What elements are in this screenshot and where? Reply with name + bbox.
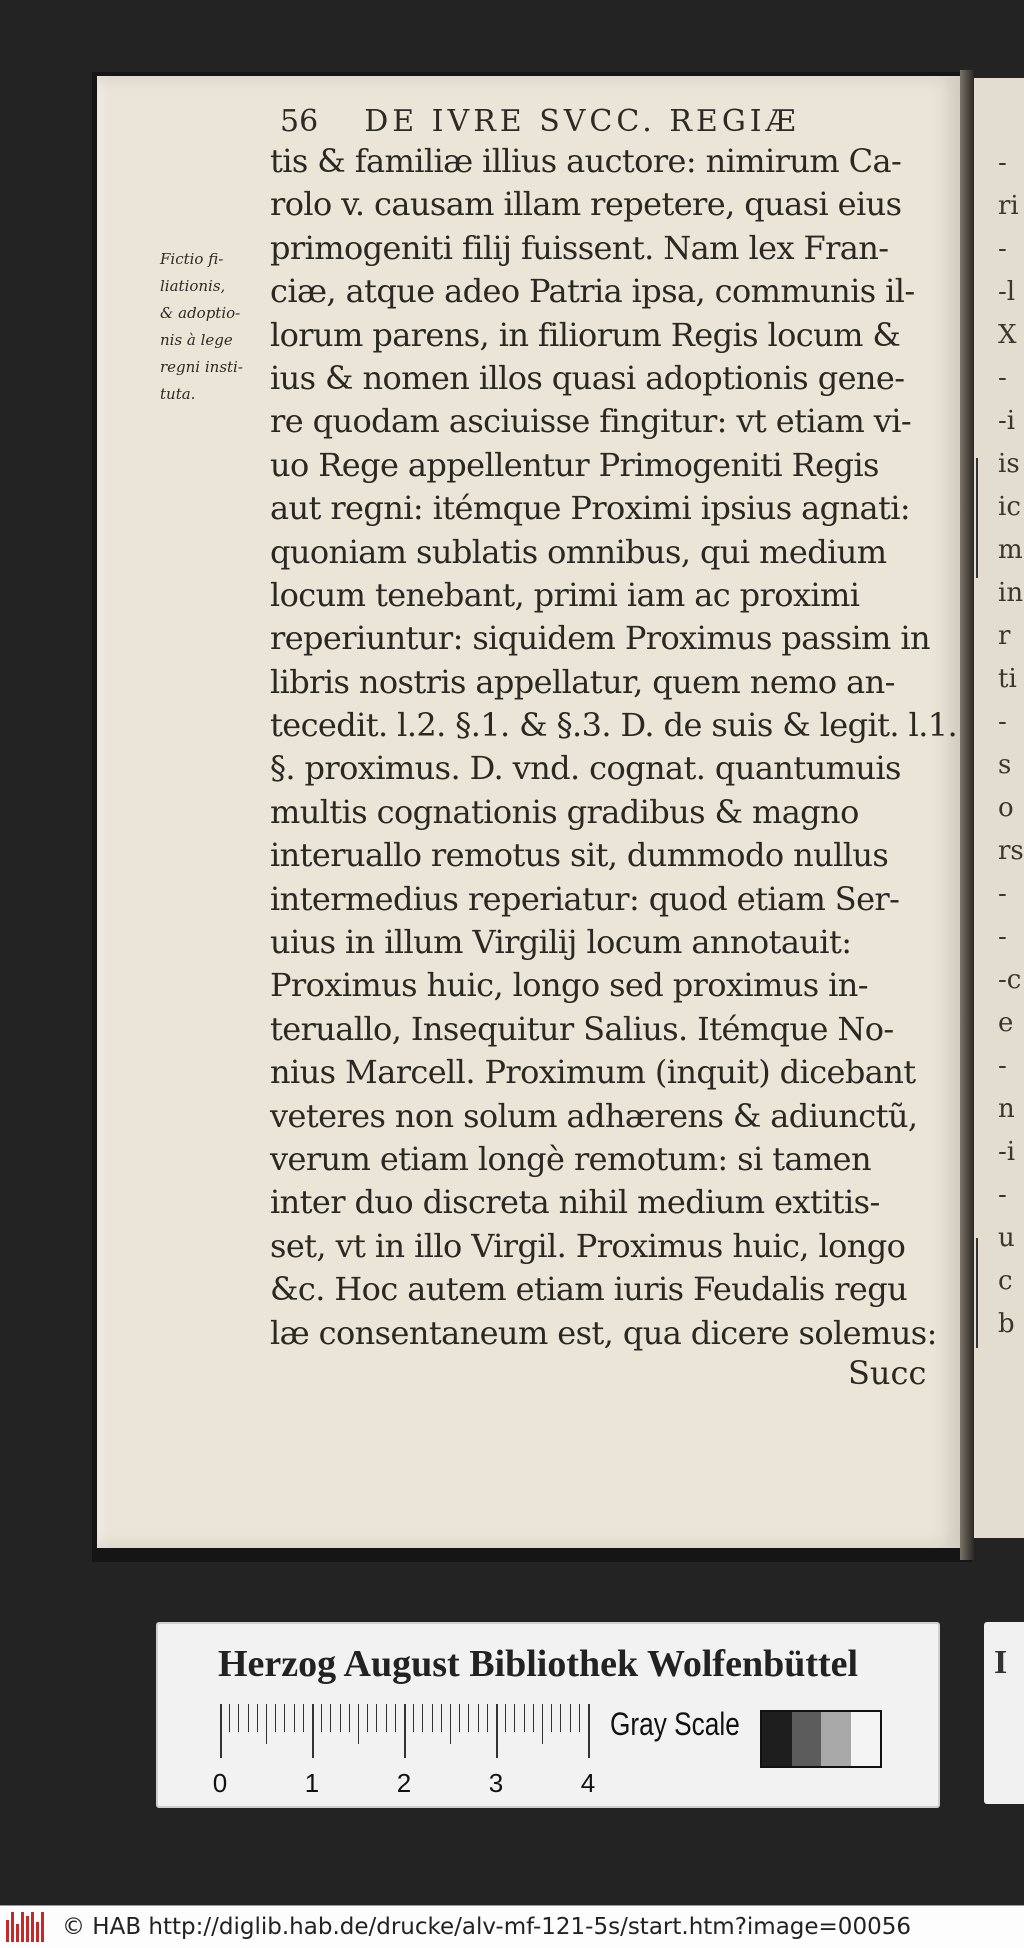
adjacent-text-fragment: rs	[998, 836, 1024, 866]
adjacent-text-fragment: o	[998, 793, 1014, 823]
ruler-tick	[358, 1704, 359, 1744]
ruler-tick	[422, 1704, 423, 1732]
gray-swatch	[792, 1712, 822, 1766]
adjacent-card-fragment: I	[994, 1644, 1008, 1681]
ruler-tick	[229, 1704, 230, 1732]
barcode-logo-icon	[6, 1912, 52, 1942]
ruler-tick	[248, 1704, 249, 1732]
ruler-tick	[266, 1704, 267, 1744]
text-line: locum tenebant, primi iam ac proximi	[270, 575, 860, 614]
adjacent-text-fragment: -	[998, 234, 1007, 264]
ruler-tick	[441, 1704, 442, 1732]
ruler-tick	[330, 1704, 331, 1732]
text-line: uo Rege appellentur Primogeniti Regis	[270, 445, 879, 484]
text-line: verum etiam longè remotum: si tamen	[270, 1139, 872, 1178]
adjacent-text-fragment: ti	[998, 664, 1017, 694]
text-line: uius in illum Virgilij locum annotauit:	[270, 923, 852, 962]
adjacent-text-fragment: ic	[998, 492, 1021, 522]
text-line: ciæ, atque adeo Patria ipsa, communis il-	[270, 272, 915, 311]
text-line: nius Marcell. Proximum (inquit) dicebant	[270, 1053, 916, 1092]
adjacent-text-fragment: e	[998, 1008, 1014, 1038]
ruler-tick	[478, 1704, 479, 1732]
ruler-tick	[533, 1704, 534, 1732]
adjacent-text-fragment: X	[998, 320, 1017, 350]
barcode-bar	[11, 1912, 14, 1942]
catchword: Succ	[848, 1354, 927, 1392]
ruler-tick	[275, 1704, 276, 1732]
ruler-tick	[386, 1704, 387, 1732]
adjacent-text-fragment: ri	[998, 191, 1019, 221]
text-line: tis & familiæ illius auctore: nimirum Ca-	[270, 142, 902, 180]
adjacent-text-fragment: -	[998, 1180, 1007, 1210]
ruler-tick	[321, 1704, 322, 1732]
ruler-tick	[505, 1704, 506, 1732]
ruler-tick	[524, 1704, 525, 1732]
adjacent-text-fragment: -i	[998, 406, 1016, 436]
gray-swatch	[821, 1712, 851, 1766]
book-gutter	[960, 70, 974, 1560]
text-line: Proximus huic, longo sed proximus in-	[270, 966, 869, 1005]
adjacent-text-fragment: r	[998, 621, 1011, 651]
ruler-tick	[404, 1704, 406, 1758]
ruler-tick	[312, 1704, 314, 1758]
ruler-tick	[579, 1704, 580, 1732]
ruler-tick	[238, 1704, 239, 1732]
barcode-bar	[21, 1912, 24, 1942]
barcode-bar	[26, 1916, 29, 1942]
measurement-ruler	[212, 1704, 600, 1798]
gray-swatch	[762, 1712, 792, 1766]
adjacent-text-fragment: -	[998, 707, 1007, 737]
ruler-tick	[367, 1704, 368, 1732]
adjacent-text-fragment: s	[998, 750, 1012, 780]
barcode-bar	[16, 1924, 19, 1942]
adjacent-text-fragment: n	[998, 1094, 1015, 1124]
adjacent-text-fragment: c	[998, 1266, 1013, 1296]
text-line: veteres non solum adhærens & adiunctũ,	[270, 1096, 918, 1135]
ruler-tick	[514, 1704, 515, 1732]
text-line: reperiuntur: siquidem Proximus passim in	[270, 619, 930, 658]
text-line: intermedius reperiatur: quod etiam Ser-	[270, 879, 900, 918]
ruler-tick	[284, 1704, 285, 1732]
running-head	[280, 104, 800, 139]
ruler-tick	[432, 1704, 433, 1732]
ruler-number: 2	[396, 1768, 412, 1798]
ruler-tick	[496, 1704, 498, 1758]
library-title: Herzog August Bibliothek Wolfenbüttel	[218, 1643, 859, 1685]
text-line: multis cognationis gradibus & magno	[270, 792, 859, 831]
adjacent-text-fragment: in	[998, 578, 1024, 608]
text-line: inter duo discreta nihil medium extitis-	[270, 1183, 880, 1222]
gray-scale-swatches	[760, 1710, 882, 1768]
adjacent-text-fragment: -	[998, 363, 1007, 393]
barcode-bar	[41, 1912, 44, 1942]
text-line: primogeniti filij fuissent. Nam lex Fran-	[270, 228, 889, 267]
ruler-tick	[487, 1704, 488, 1732]
ruler-tick	[294, 1704, 295, 1732]
barcode-bar	[6, 1920, 9, 1942]
ruler-tick	[570, 1704, 571, 1732]
marginal-note: Fictio fi- liationis, & adoptio- nis à lege regni insti- tuta.	[160, 250, 243, 403]
ruler-number: 0	[212, 1768, 228, 1798]
text-line: aut regni: itémque Proximi ipsius agnati:	[270, 489, 911, 528]
text-line: §. proximus. D. vnd. cognat. quantumuis	[270, 749, 901, 788]
text-line: ius & nomen illos quasi adoptionis gene-	[270, 358, 905, 397]
footer-bar	[0, 1905, 1024, 1948]
text-line: quoniam sublatis omnibus, qui medium	[270, 532, 887, 571]
adjacent-text-fragment: -	[998, 1051, 1007, 1081]
adjacent-text-fragment: -	[998, 879, 1007, 909]
adjacent-text-fragment: u	[998, 1223, 1015, 1253]
body-text	[270, 140, 958, 1355]
adjacent-text-fragment: -l	[998, 277, 1016, 307]
ruler-tick	[395, 1704, 396, 1732]
gray-swatch	[851, 1712, 881, 1766]
adjacent-text-fragment: -	[998, 148, 1007, 178]
scale-card	[156, 1622, 940, 1808]
ruler-tick	[340, 1704, 341, 1732]
ruler-tick	[542, 1704, 543, 1744]
ruler-tick	[450, 1704, 451, 1744]
ruler-tick	[349, 1704, 350, 1732]
text-line: tecedit. l.2. §.1. & §.3. D. de suis & legit. l.1.	[270, 706, 958, 745]
text-line: re quodam asciuisse fingitur: vt etiam vi-	[270, 402, 912, 441]
running-head-title: DE IVRE SVCC. REGIÆ	[364, 104, 800, 139]
adjacent-scale-card	[984, 1622, 1024, 1804]
adjacent-page-rule	[976, 1238, 978, 1348]
text-line: læ consentaneum est, qua dicere solemus:	[270, 1313, 937, 1352]
adjacent-text-fragment: -i	[998, 1137, 1016, 1167]
copyright-url[interactable]: © HAB http://diglib.hab.de/drucke/alv-mf-121-5s/start.htm?image=00056	[62, 1914, 911, 1940]
text-line: rolo v. causam illam repetere, quasi eius	[270, 185, 902, 224]
adjacent-page-rule	[976, 458, 978, 578]
ruler-tick	[459, 1704, 460, 1732]
barcode-bar	[36, 1922, 39, 1942]
ruler-number: 4	[580, 1768, 596, 1798]
ruler-number: 1	[304, 1768, 320, 1798]
text-line: lorum parens, in filiorum Regis locum &	[270, 315, 901, 354]
ruler-tick	[303, 1704, 304, 1732]
ruler-tick	[376, 1704, 377, 1732]
ruler-tick	[220, 1704, 222, 1758]
text-line: set, vt in illo Virgil. Proximus huic, longo	[270, 1226, 906, 1265]
ruler-tick	[257, 1704, 258, 1732]
adjacent-page-edge	[974, 78, 1024, 1538]
ruler-tick	[413, 1704, 414, 1732]
text-line: &c. Hoc autem etiam iuris Feudalis regu	[270, 1270, 908, 1309]
adjacent-text-fragment: b	[998, 1309, 1015, 1339]
adjacent-text-fragment: m	[998, 535, 1023, 565]
ruler-tick	[551, 1704, 552, 1732]
ruler-number: 3	[488, 1768, 504, 1798]
barcode-bar	[31, 1912, 34, 1942]
text-line: teruallo, Insequitur Salius. Itémque No-	[270, 1009, 894, 1048]
ruler-tick	[560, 1704, 561, 1732]
gray-scale-label: Gray Scale	[610, 1706, 740, 1742]
page-number: 56	[280, 104, 319, 139]
adjacent-text-fragment: -c	[998, 965, 1022, 995]
adjacent-text-fragment: -	[998, 922, 1007, 952]
adjacent-text-fragment: is	[998, 449, 1020, 479]
ruler-tick	[468, 1704, 469, 1732]
text-line: interuallo remotus sit, dummodo nullus	[270, 836, 889, 875]
text-line: libris nostris appellatur, quem nemo an-	[270, 662, 895, 701]
ruler-tick	[588, 1704, 590, 1758]
